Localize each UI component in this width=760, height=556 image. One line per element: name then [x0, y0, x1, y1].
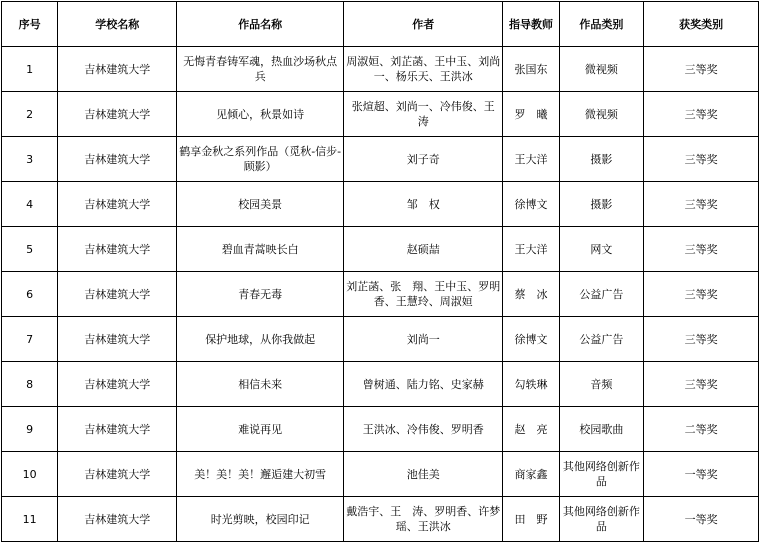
cell-school: 吉林建筑大学 [58, 227, 177, 272]
cell-school: 吉林建筑大学 [58, 92, 177, 137]
cell-author: 刘芷菡、张 翔、王中玉、罗明香、王慧玲、周淑姮 [344, 272, 503, 317]
cell-work: 校园美景 [177, 182, 344, 227]
cell-category: 网文 [559, 227, 644, 272]
header-category: 作品类别 [559, 2, 644, 47]
cell-no: 1 [2, 47, 58, 92]
table-row [2, 497, 759, 542]
cell-author: 周淑姮、刘芷菡、王中玉、刘尚一、杨乐天、王洪冰 [344, 47, 503, 92]
cell-award: 二等奖 [644, 407, 759, 452]
cell-school: 吉林建筑大学 [58, 317, 177, 362]
cell-author: 张煊超、刘尚一、冷伟俊、王 涛 [344, 92, 503, 137]
cell-category: 微视频 [559, 47, 644, 92]
cell-category: 其他网络创新作品 [559, 452, 644, 497]
cell-author: 赵硕喆 [344, 227, 503, 272]
cell-work: 无悔青春铸军魂，热血沙场秋点兵 [177, 47, 344, 92]
cell-author: 刘子奇 [344, 137, 503, 182]
cell-advisor: 勾轶琳 [503, 362, 559, 407]
header-author: 作者 [344, 2, 503, 47]
cell-author: 刘尚一 [344, 317, 503, 362]
table-row [2, 47, 759, 92]
cell-school: 吉林建筑大学 [58, 137, 177, 182]
cell-advisor: 王大洋 [503, 227, 559, 272]
cell-work: 鹤享金秋之系列作品（觅秋-信步-顾影） [177, 137, 344, 182]
cell-author: 池佳美 [344, 452, 503, 497]
award-table [1, 1, 759, 542]
cell-no: 11 [2, 497, 58, 542]
cell-school: 吉林建筑大学 [58, 182, 177, 227]
cell-work: 美！美！美！邂逅建大初雪 [177, 452, 344, 497]
cell-award: 三等奖 [644, 317, 759, 362]
cell-category: 公益广告 [559, 272, 644, 317]
cell-work: 碧血青蒿映长白 [177, 227, 344, 272]
cell-school: 吉林建筑大学 [58, 362, 177, 407]
cell-advisor: 商家鑫 [503, 452, 559, 497]
table-row [2, 452, 759, 497]
cell-no: 2 [2, 92, 58, 137]
cell-award: 三等奖 [644, 182, 759, 227]
header-work: 作品名称 [177, 2, 344, 47]
cell-category: 校园歌曲 [559, 407, 644, 452]
cell-work: 青春无毒 [177, 272, 344, 317]
cell-category: 微视频 [559, 92, 644, 137]
cell-work: 相信未来 [177, 362, 344, 407]
table-row [2, 92, 759, 137]
cell-advisor: 田 野 [503, 497, 559, 542]
cell-advisor: 罗 曦 [503, 92, 559, 137]
cell-advisor: 徐博文 [503, 317, 559, 362]
cell-author: 戴浩宇、王 涛、罗明香、许梦瑶、王洪冰 [344, 497, 503, 542]
cell-no: 10 [2, 452, 58, 497]
header-school: 学校名称 [58, 2, 177, 47]
cell-work: 难说再见 [177, 407, 344, 452]
cell-category: 音频 [559, 362, 644, 407]
table-body [2, 47, 759, 542]
cell-advisor: 王大洋 [503, 137, 559, 182]
cell-award: 三等奖 [644, 92, 759, 137]
cell-advisor: 蔡 冰 [503, 272, 559, 317]
table-header [2, 2, 759, 47]
cell-school: 吉林建筑大学 [58, 47, 177, 92]
cell-author: 邹 权 [344, 182, 503, 227]
header-row [2, 2, 759, 47]
header-award: 获奖类别 [644, 2, 759, 47]
cell-author: 王洪冰、冷伟俊、罗明香 [344, 407, 503, 452]
cell-award: 三等奖 [644, 362, 759, 407]
cell-advisor: 赵 亮 [503, 407, 559, 452]
cell-work: 保护地球，从你我做起 [177, 317, 344, 362]
cell-category: 公益广告 [559, 317, 644, 362]
cell-no: 9 [2, 407, 58, 452]
cell-category: 其他网络创新作品 [559, 497, 644, 542]
cell-author: 曾树通、陆力铭、史家赫 [344, 362, 503, 407]
cell-award: 一等奖 [644, 452, 759, 497]
cell-work: 见倾心，秋景如诗 [177, 92, 344, 137]
cell-school: 吉林建筑大学 [58, 407, 177, 452]
table-row [2, 137, 759, 182]
header-no: 序号 [2, 2, 58, 47]
cell-school: 吉林建筑大学 [58, 497, 177, 542]
header-advisor: 指导教师 [503, 2, 559, 47]
cell-award: 三等奖 [644, 47, 759, 92]
table-row [2, 362, 759, 407]
cell-school: 吉林建筑大学 [58, 452, 177, 497]
cell-category: 摄影 [559, 182, 644, 227]
cell-award: 三等奖 [644, 227, 759, 272]
cell-advisor: 张国东 [503, 47, 559, 92]
cell-no: 5 [2, 227, 58, 272]
table-row [2, 182, 759, 227]
cell-no: 3 [2, 137, 58, 182]
table-row [2, 227, 759, 272]
cell-category: 摄影 [559, 137, 644, 182]
cell-no: 7 [2, 317, 58, 362]
cell-award: 三等奖 [644, 137, 759, 182]
cell-work: 时光剪映，校园印记 [177, 497, 344, 542]
cell-no: 4 [2, 182, 58, 227]
cell-advisor: 徐博文 [503, 182, 559, 227]
cell-no: 8 [2, 362, 58, 407]
cell-school: 吉林建筑大学 [58, 272, 177, 317]
cell-no: 6 [2, 272, 58, 317]
cell-award: 三等奖 [644, 272, 759, 317]
table-row [2, 317, 759, 362]
cell-award: 一等奖 [644, 497, 759, 542]
table-row [2, 407, 759, 452]
table-row [2, 272, 759, 317]
